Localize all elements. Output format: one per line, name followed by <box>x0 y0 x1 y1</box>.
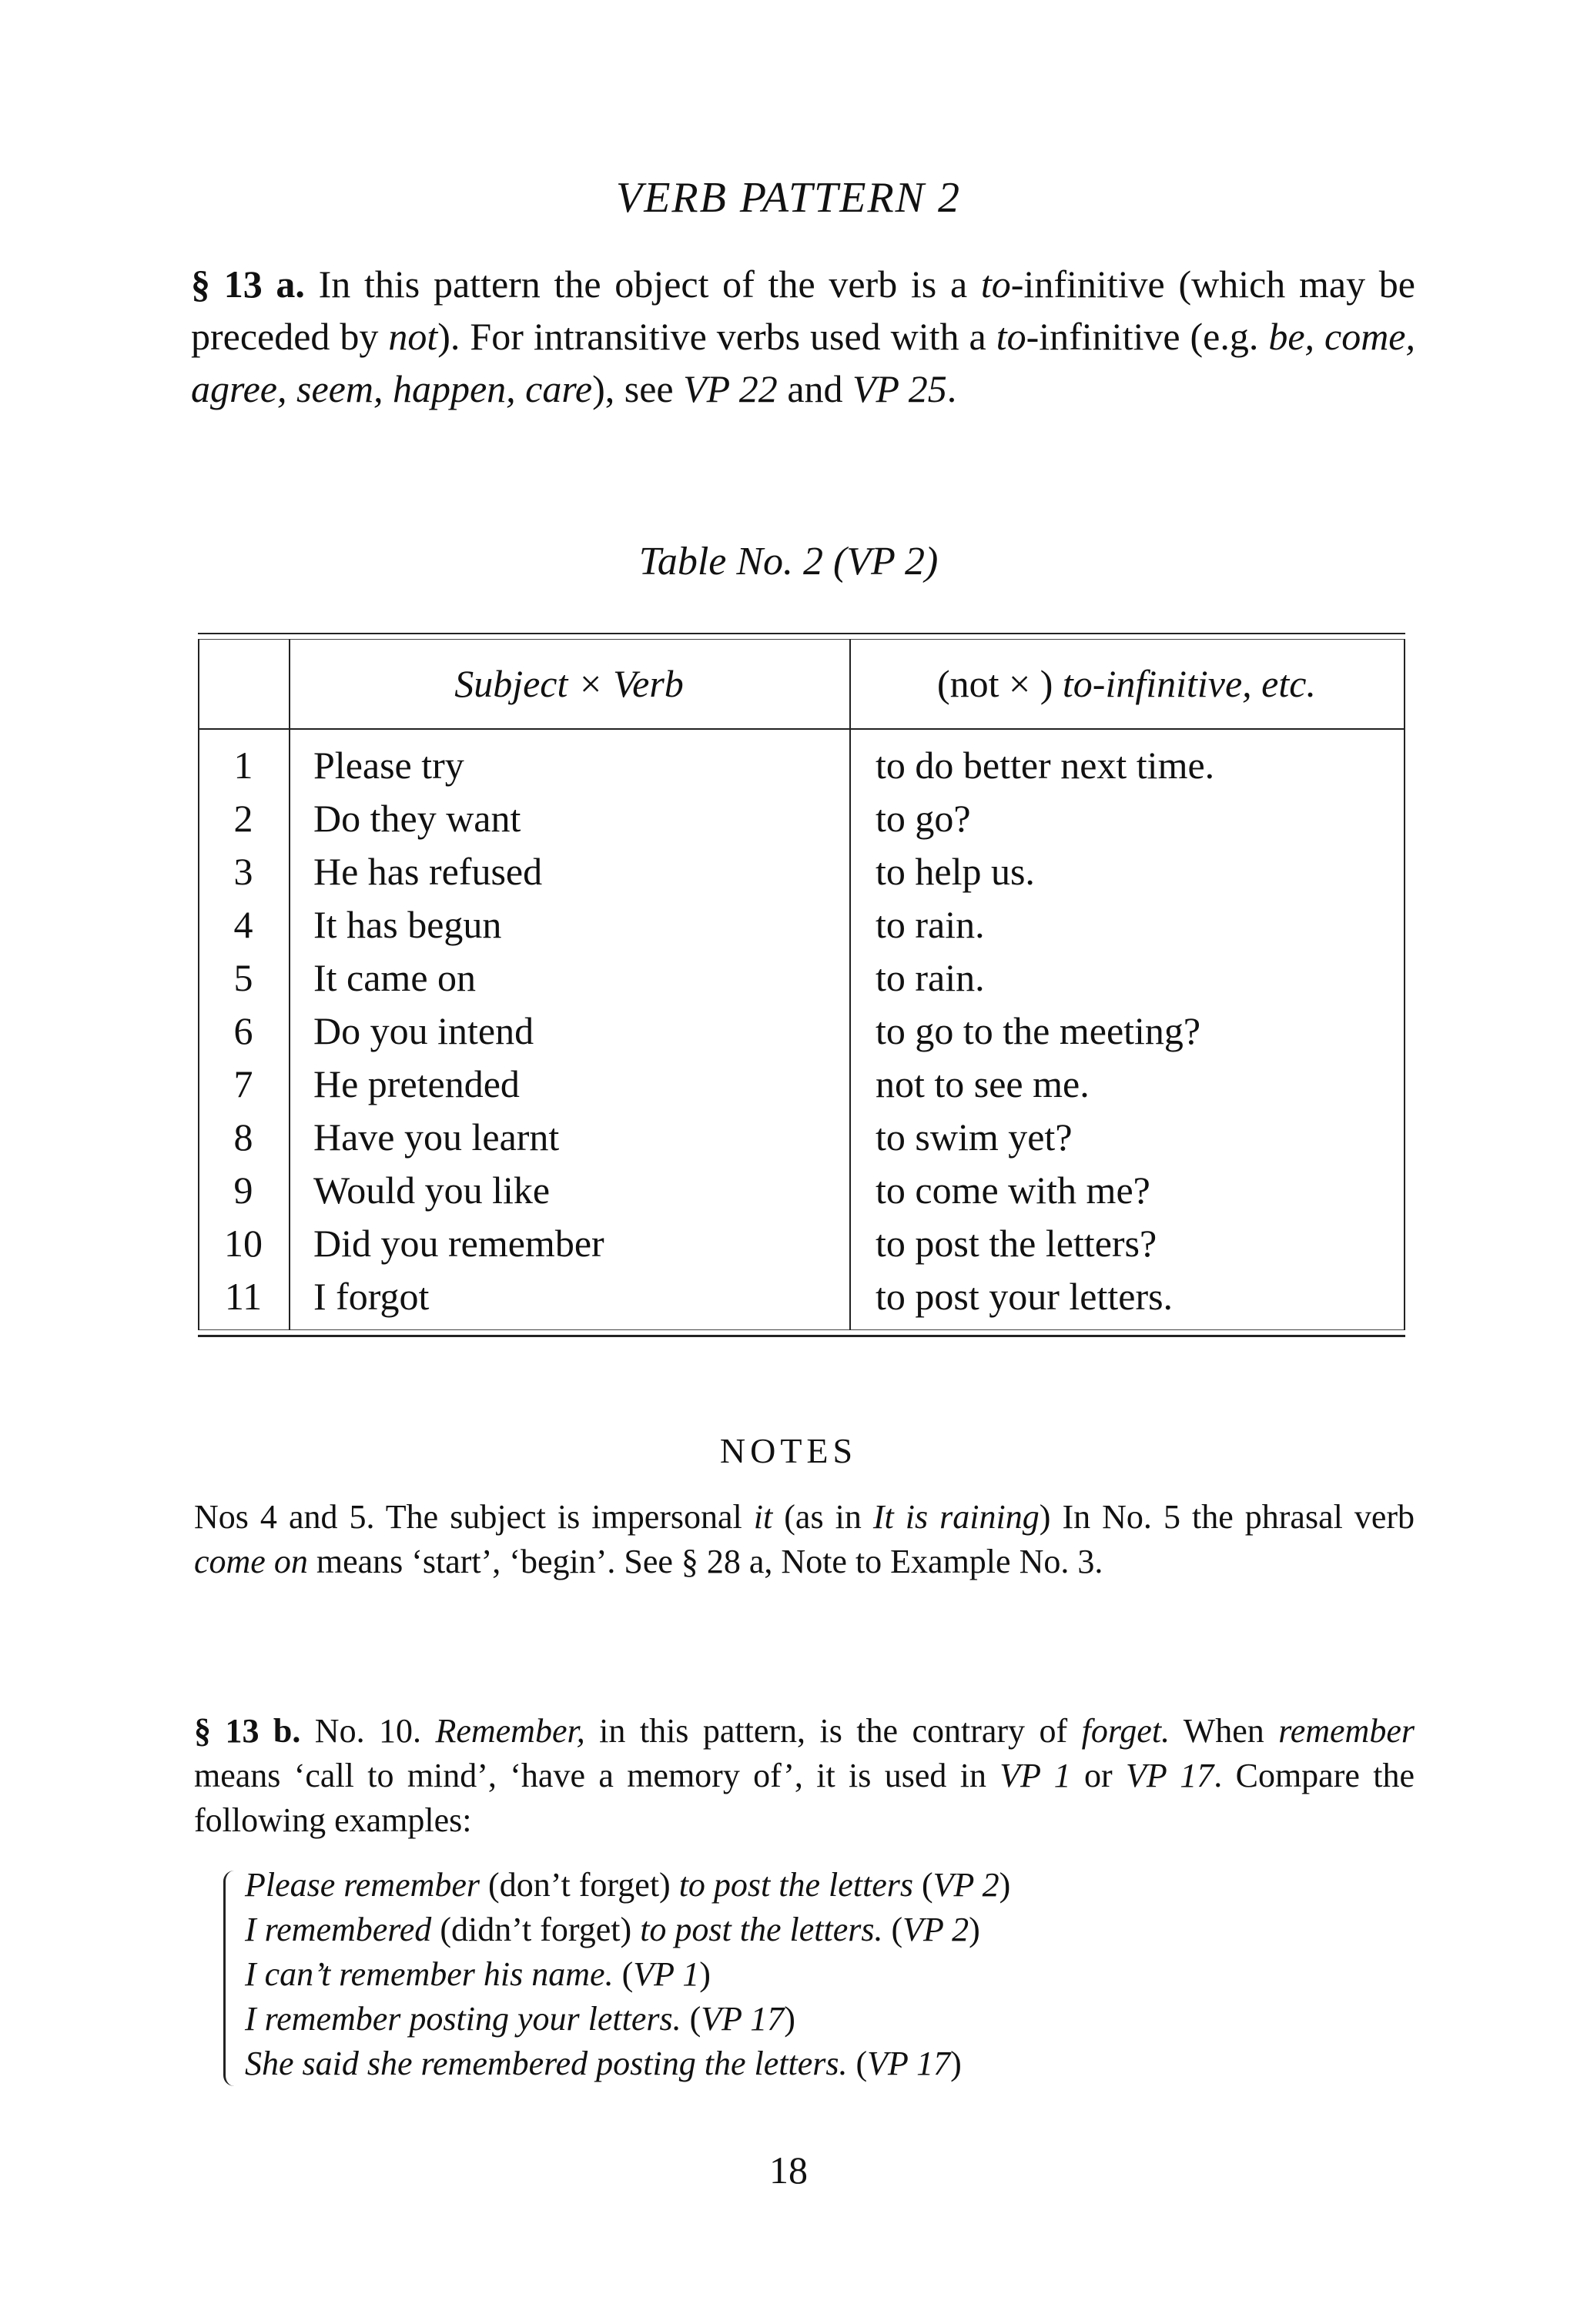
header-prefix: (not × ) <box>937 662 1063 705</box>
example-segment: ( <box>847 2045 868 2082</box>
row-to-infinitive: not to see me. <box>876 1062 1090 1105</box>
intro-text: ), see <box>592 367 684 410</box>
example-segment: She said she remembered posting the letters. <box>245 2045 848 2082</box>
example-segment: to post the letters. <box>640 1911 883 1948</box>
row-to-infinitive: to post the letters? <box>876 1222 1157 1265</box>
table-body <box>198 739 1405 1323</box>
intro-italic: not <box>388 315 438 358</box>
example-line <box>245 1952 1400 1997</box>
example-segment: ) <box>999 1866 1011 1904</box>
table-row <box>198 1164 1405 1217</box>
sec13b-italic: forget. <box>1081 1712 1170 1750</box>
example-segment: (didn’t forget) <box>431 1911 641 1948</box>
sec13b-italic: Remember, <box>435 1712 585 1750</box>
sec13b-italic: VP 1 <box>999 1757 1071 1794</box>
sec13b-text: When <box>1170 1712 1279 1750</box>
intro-italic: to <box>980 262 1011 306</box>
intro-text: -infinitive (e.g. <box>1026 315 1269 358</box>
row-number: 3 <box>233 850 253 893</box>
example-segment: ) <box>784 2000 795 2038</box>
examples-list <box>245 1863 1400 2086</box>
row-subject-verb: Would you like <box>313 1169 551 1212</box>
header-subject-verb: Subject × Verb <box>454 662 684 705</box>
row-subject-verb: Have you learnt <box>313 1115 560 1159</box>
header-to-infinitive <box>849 653 1404 714</box>
sec13b-text: in this pattern, is the contrary of <box>584 1712 1082 1750</box>
example-line <box>245 1863 1400 1908</box>
row-to-infinitive: to help us. <box>876 850 1035 893</box>
example-segment: VP 17 <box>701 2000 785 2038</box>
pattern-table <box>198 633 1405 1337</box>
example-line <box>245 1997 1400 2041</box>
row-number: 5 <box>233 956 253 999</box>
row-subject-verb: I forgot <box>313 1275 430 1318</box>
intro-italic: to <box>996 315 1026 358</box>
table-caption: Table No. 2 (VP 2) <box>638 540 939 584</box>
example-segment: VP 2 <box>902 1911 969 1948</box>
row-number: 9 <box>233 1169 253 1212</box>
table-row <box>198 951 1405 1005</box>
table-row <box>198 739 1405 792</box>
sec13b-italic: VP 17 <box>1125 1757 1214 1794</box>
table-row <box>198 898 1405 951</box>
notes-italic: It is raining <box>872 1498 1040 1536</box>
row-to-infinitive: to post your letters. <box>876 1275 1174 1318</box>
example-segment: VP 1 <box>633 1955 700 1993</box>
intro-italic: VP 22 <box>683 367 778 410</box>
example-segment: ( <box>613 1955 634 1993</box>
example-segment: Please remember <box>245 1866 480 1904</box>
table-header-rule <box>198 728 1405 730</box>
row-subject-verb: Did you remember <box>313 1222 604 1265</box>
notes-italic: it <box>753 1498 773 1536</box>
table-row <box>198 1270 1405 1323</box>
notes-text: Nos 4 and 5. The subject is impersonal <box>194 1498 754 1536</box>
section-label: § 13 b. <box>194 1712 301 1750</box>
example-segment: VP 2 <box>932 1866 999 1904</box>
sec13b-text: No. 10. <box>300 1712 436 1750</box>
section-13b-paragraph <box>194 1709 1415 1843</box>
table-rule <box>198 1329 1405 1330</box>
sec13b-text: . Compare the following examples: <box>194 1757 1415 1839</box>
example-segment: VP 17 <box>867 2045 951 2082</box>
row-to-infinitive: to swim yet? <box>876 1115 1073 1159</box>
row-number: 6 <box>233 1009 253 1052</box>
intro-text: and <box>777 367 853 410</box>
row-subject-verb: It came on <box>313 956 477 999</box>
row-subject-verb: Do you intend <box>313 1009 534 1052</box>
intro-text: In this pattern the object of the verb is a <box>304 262 981 306</box>
row-to-infinitive: to rain. <box>876 956 985 999</box>
notes-text: means ‘start’, ‘begin’. See § 28 a, Note to Example No. 3. <box>307 1543 1103 1580</box>
row-subject-verb: He has refused <box>313 850 543 893</box>
row-subject-verb: It has begun <box>313 903 502 946</box>
example-segment: (don’t forget) <box>480 1866 679 1904</box>
row-number: 10 <box>224 1222 263 1265</box>
table-row <box>198 1058 1405 1111</box>
example-segment: ( <box>882 1911 903 1948</box>
row-number: 4 <box>233 903 253 946</box>
page-title: VERB PATTERN 2 <box>616 174 961 222</box>
intro-text: . <box>946 367 957 410</box>
notes-text: (as in <box>772 1498 873 1536</box>
example-segment: ) <box>699 1955 711 1993</box>
row-subject-verb: He pretended <box>313 1062 520 1105</box>
example-line <box>245 1908 1400 1952</box>
examples-brace <box>223 1871 243 2086</box>
notes-paragraph <box>194 1495 1415 1584</box>
notes-text: ) In No. 5 the phrasal verb <box>1039 1498 1415 1536</box>
row-subject-verb: Please try <box>313 744 464 787</box>
sec13b-text: means ‘call to mind’, ‘have a memory of’, it is used in <box>194 1757 1000 1794</box>
intro-text: ). For intransitive verbs used with a <box>437 315 996 358</box>
example-segment: I can’t remember his name. <box>245 1955 614 1993</box>
row-number: 1 <box>233 744 253 787</box>
sec13b-text: or <box>1070 1757 1126 1794</box>
example-segment: I remembered <box>245 1911 432 1948</box>
example-segment: ( <box>913 1866 933 1904</box>
section-label: § 13 a. <box>191 262 305 306</box>
row-to-infinitive: to do better next time. <box>876 744 1215 787</box>
table-row <box>198 1111 1405 1164</box>
example-segment: ) <box>950 2045 962 2082</box>
sec13b-italic: remember <box>1278 1712 1415 1750</box>
example-line <box>245 2041 1400 2086</box>
intro-paragraph <box>191 258 1415 415</box>
example-segment: I remember posting your letters. <box>245 2000 681 2038</box>
row-to-infinitive: to go to the meeting? <box>876 1009 1201 1052</box>
example-segment: ) <box>969 1911 980 1948</box>
row-to-infinitive: to go? <box>876 797 971 840</box>
notes-heading: NOTES <box>719 1431 858 1470</box>
row-number: 8 <box>233 1115 253 1159</box>
example-segment: ( <box>681 2000 701 2038</box>
notes-italic: come on <box>194 1543 308 1580</box>
row-to-infinitive: to rain. <box>876 903 985 946</box>
row-number: 7 <box>233 1062 253 1105</box>
table-row <box>198 1217 1405 1270</box>
table-row <box>198 792 1405 845</box>
row-to-infinitive: to come with me? <box>876 1169 1150 1212</box>
intro-text: -infinitive (which may be preceded by <box>191 262 1415 358</box>
intro-italic: VP 25 <box>852 367 947 410</box>
row-number: 2 <box>233 797 253 840</box>
intro-italic: be, come, agree, seem, happen, care <box>191 315 1416 410</box>
table-row <box>198 1005 1405 1058</box>
page-number: 18 <box>769 2148 808 2192</box>
header-italic: to-infinitive, etc. <box>1062 662 1316 705</box>
row-number: 11 <box>224 1275 263 1318</box>
row-subject-verb: Do they want <box>313 797 521 840</box>
table-row <box>198 845 1405 898</box>
example-segment: to post the letters <box>678 1866 914 1904</box>
table-rule <box>198 639 1405 640</box>
